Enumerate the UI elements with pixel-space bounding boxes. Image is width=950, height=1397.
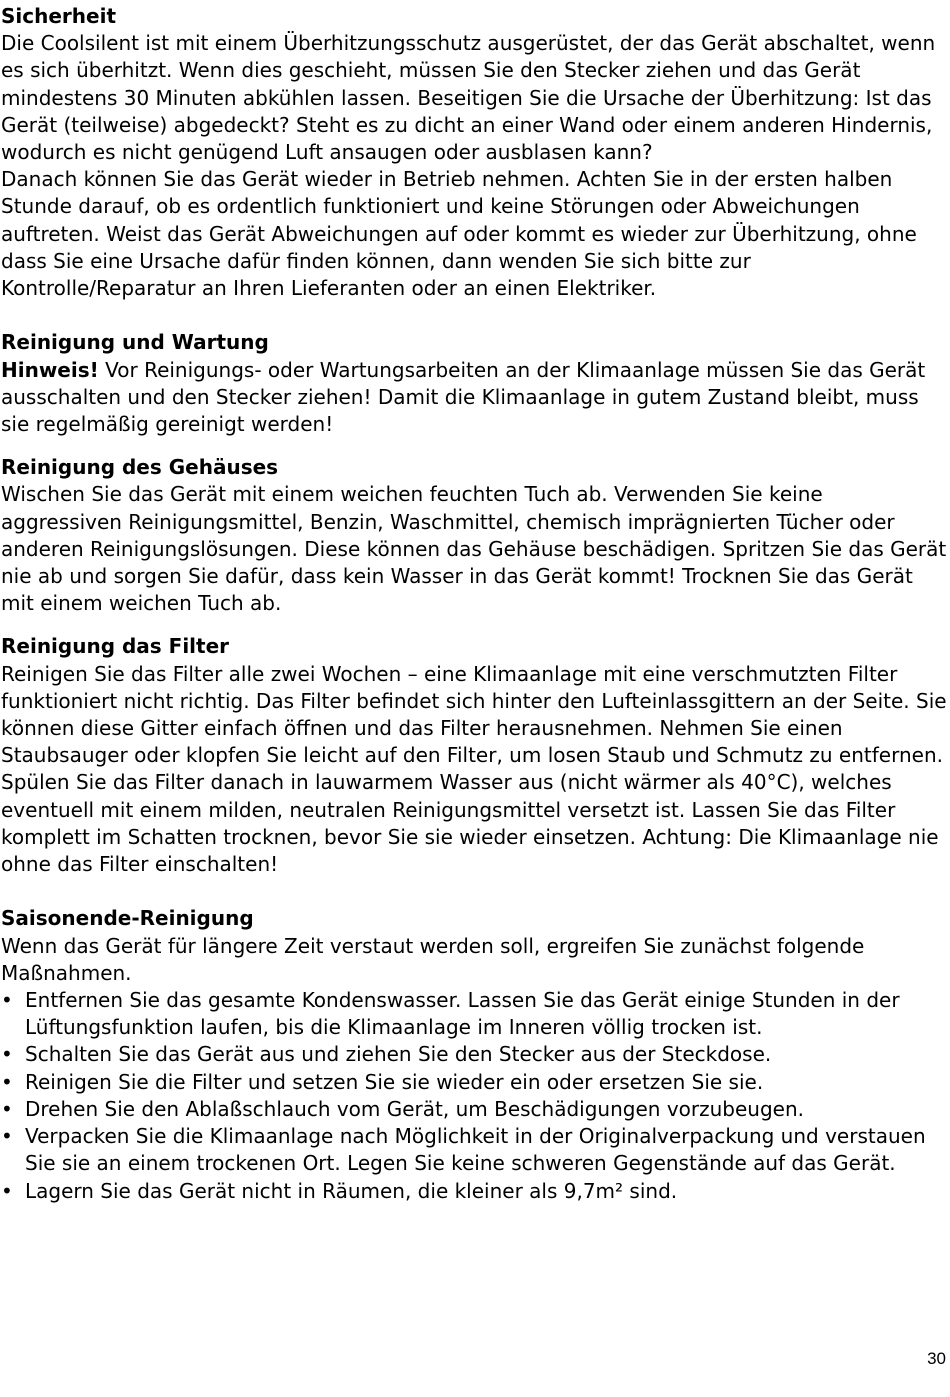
list-item-text: Reinigen Sie die Filter und setzen Sie sie wieder ein oder ersetzen Sie sie. (25, 1069, 764, 1094)
section-spacer (1, 617, 949, 633)
list-item (1, 1041, 949, 1068)
section-heading-saisonende: Saisonende-Reinigung (1, 906, 254, 931)
bullet-icon: • (1, 1178, 13, 1203)
sicherheit-paragraph-2: Danach können Sie das Gerät wieder in Betrieb nehmen. Achten Sie in der ersten halben Stunde darauf, ob es ordentlich funktioniert und keine Störungen oder Abweichungen auftreten. Weist das Gerät Abweichungen auf oder kommt es wieder zur Überhitzung, ohne dass Sie eine Ursache dafür finden können, dann wenden Sie sich bitte zur Kontrolle/Reparatur an Ihren Lieferanten oder an einen Elektriker. (1, 167, 917, 301)
bullet-icon: • (1, 1042, 13, 1067)
gehaeuse-paragraph: Wischen Sie das Gerät mit einem weichen feuchten Tuch ab. Verwenden Sie keine aggressiven Reinigungsmittel, Benzin, Waschmittel, chemisch imprägnierten Tücher oder anderen Reinigungslösungen. Diese können das Gehäuse beschädigen. Spritzen Sie das Gerät nie ab und sorgen Sie dafür, dass kein Wasser in das Gerät kommt! Trocknen Sie das Gerät mit einem weichen Tuch ab. (1, 482, 947, 616)
list-item-text: Drehen Sie den Ablaßschlauch vom Gerät, um Beschädigungen vorzubeugen. (25, 1096, 804, 1121)
section-spacer (1, 438, 949, 454)
page-number: 30 (927, 1349, 946, 1368)
reinigung-wartung-note (1, 357, 949, 439)
bullet-icon: • (1, 1096, 13, 1121)
list-item-text: Lagern Sie das Gerät nicht in Räumen, die kleiner als 9,7m² sind. (25, 1178, 678, 1203)
list-item-text: Verpacken Sie die Klimaanlage nach Möglichkeit in der Originalverpackung und verstauen Sie sie an einem trockenen Ort. Legen Sie keine schweren Gegenstände auf das Gerät. (25, 1124, 926, 1176)
list-item (1, 1096, 949, 1123)
section-spacer (1, 302, 949, 329)
saisonende-intro: Wenn das Gerät für längere Zeit verstaut werden soll, ergreifen Sie zunächst folgende Maßnahmen. (1, 933, 865, 985)
list-item (1, 1069, 949, 1096)
bullet-icon: • (1, 988, 13, 1013)
section-spacer (1, 878, 949, 905)
list-item-text: Entfernen Sie das gesamte Kondenswasser. Lassen Sie das Gerät einige Stunden in der Lüftungsfunktion laufen, bis die Klimaanlage im Inneren völlig trocken ist. (25, 988, 900, 1040)
list-item-text: Schalten Sie das Gerät aus und ziehen Sie den Stecker aus der Steckdose. (25, 1042, 772, 1067)
sicherheit-paragraph-1: Die Coolsilent ist mit einem Überhitzungsschutz ausgerüstet, der das Gerät abschaltet, wenn es sich überhitzt. Wenn dies geschieht, müssen Sie den Stecker ziehen und das Gerät mindestens 30 Minuten abkühlen lassen. Beseitigen Sie die Ursache der Überhitzung: Ist das Gerät (teilweise) abgedeckt? Steht es zu dicht an einer Wand oder einem anderen Hindernis, wodurch es nicht genügend Luft ansaugen oder ausblasen kann? (1, 31, 936, 165)
section-heading-reinigung-wartung: Reinigung und Wartung (1, 330, 269, 355)
bullet-icon: • (1, 1124, 13, 1149)
filter-paragraph: Reinigen Sie das Filter alle zwei Wochen – eine Klimaanlage mit eine verschmutzten Filter funktioniert nicht richtig. Das Filter befindet sich hinter den Lufteinlassgittern an der Seite. Sie können diese Gitter einfach öffnen und das Filter herausnehmen. Nehmen Sie einen Staubsauger oder klopfen Sie leicht auf den Filter, um losen Staub und Schmutz zu entfernen. Spülen Sie das Filter danach in lauwarmem Wasser aus (nicht wärmer als 40°C), welches eventuell mit einem milden, neutralen Reinigungsmittel versetzt ist. Lassen Sie das Filter komplett im Schatten trocknen, bevor Sie sie wieder einsetzen. Achtung: Die Klimaanlage nie ohne das Filter einschalten! (1, 661, 947, 877)
section-heading-gehaeuse: Reinigung des Gehäuses (1, 455, 279, 480)
list-item (1, 1178, 949, 1205)
saisonende-list (1, 987, 949, 1205)
note-text: Vor Reinigungs- oder Wartungsarbeiten an der Klimaanlage müssen Sie das Gerät ausschalten und den Stecker ziehen! Damit die Klimaanlage in gutem Zustand bleibt, muss sie regelmäßig gereinigt werden! (1, 357, 926, 437)
bullet-icon: • (1, 1069, 13, 1094)
list-item (1, 1123, 949, 1177)
document-page (1, 3, 949, 1205)
section-heading-sicherheit: Sicherheit (1, 4, 116, 28)
section-heading-filter: Reinigung das Filter (1, 634, 230, 659)
list-item (1, 987, 949, 1041)
note-label: Hinweis! (1, 357, 99, 382)
